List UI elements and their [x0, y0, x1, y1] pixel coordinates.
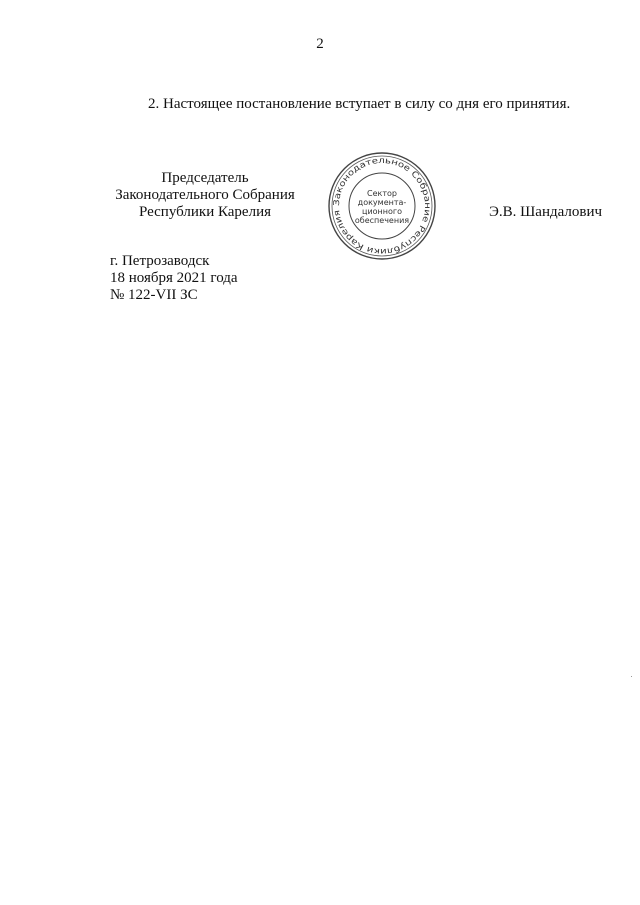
- date: 18 ноября 2021 года: [110, 270, 238, 286]
- signatory-title-line-2: Законодательного Собрания: [115, 187, 295, 203]
- scan-speck: [631, 676, 632, 677]
- place-date-number-block: [110, 253, 238, 304]
- signatory-title-line-3: Республики Карелия: [138, 204, 272, 220]
- seal-inner-line-4: обеспечения: [354, 216, 410, 225]
- decree-paragraph: 2. Настоящее постановление вступает в силу со дня его принятия.: [148, 96, 571, 112]
- seal-inner-line-3: ционного: [362, 207, 402, 216]
- city: г. Петрозаводск: [110, 253, 210, 269]
- document-number: № 122-VII ЗС: [110, 287, 198, 303]
- seal-inner-line-1: Сектор: [367, 189, 397, 198]
- official-seal: [326, 150, 438, 262]
- seal-inner-line-2: документа-: [357, 198, 407, 207]
- signatory-name: Э.В. Шандалович: [489, 204, 603, 220]
- page-number: 2: [316, 36, 324, 52]
- signatory-title-line-1: Председатель: [161, 170, 249, 186]
- signatory-title: [100, 170, 310, 221]
- seal-outer-text: Законодательное Собрание Республики Карелия: [330, 154, 434, 258]
